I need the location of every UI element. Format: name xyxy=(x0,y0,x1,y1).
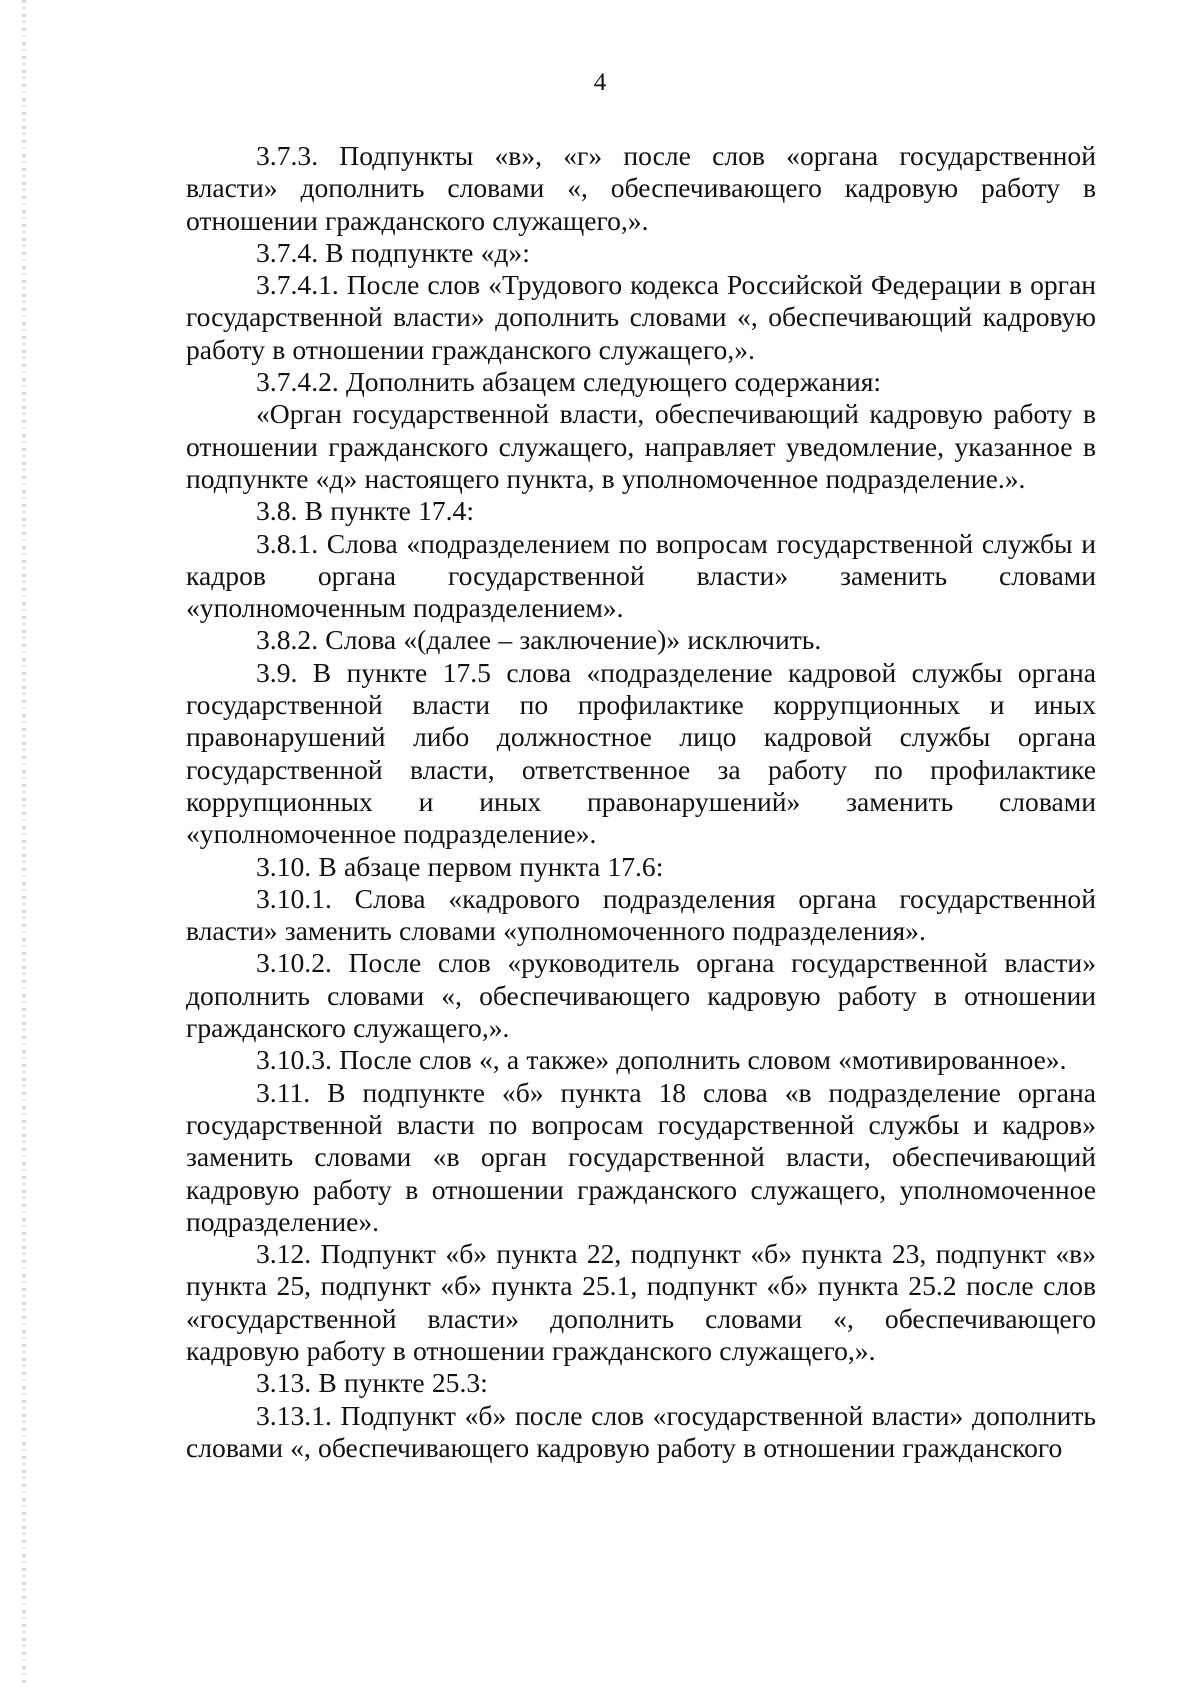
paragraph-3-7-4: 3.7.4. В подпункте «д»: xyxy=(256,236,530,268)
paragraph-3-12: 3.12. Подпункт «б» пункта 22, подпункт «б» пункта 23, подпункт «в» пункта 25, подпункт «б» пункта 25.1, подпункт «б» пункта 25.2 после слов «государственной власти» дополнить словами «, обеспечивающего кадровую работу в отношении гражданского служащего,». xyxy=(186,1238,1096,1366)
paragraph-3-11: 3.11. В подпункте «б» пункта 18 слова «в подразделение органа государственной власти по вопросам государственной службы и кадров» заменить словами «в орган государственной власти, обеспечивающий кадровую работу в отношении гражданского служащего, уполномоченное подразделение». xyxy=(186,1076,1096,1237)
scan-edge xyxy=(22,0,26,1686)
paragraph-3-13-1: 3.13.1. Подпункт «б» после слов «государственной власти» дополнить словами «, обеспечивающего кадровую работу в отношении гражданского xyxy=(186,1399,1096,1463)
paragraph-3-13: 3.13. В пункте 25.3: xyxy=(256,1367,488,1399)
paragraph-3-7-3: 3.7.3. Подпункты «в», «г» после слов «органа государственной власти» дополнить словами «, обеспечивающего кадровую работу в отношении гражданского служащего,». xyxy=(186,140,1096,236)
paragraph-3-10-2: 3.10.2. После слов «руководитель органа государственной власти» дополнить словами «, обеспечивающего кадровую работу в отношении гражданского служащего,». xyxy=(186,947,1096,1044)
page-number: 4 xyxy=(593,69,607,96)
paragraph-3-10-1: 3.10.1. Слова «кадрового подразделения органа государственной власти» заменить словами «уполномоченного подразделения». xyxy=(186,882,1096,947)
document-body xyxy=(186,140,1096,1464)
paragraph-3-10: 3.10. В абзаце первом пункта 17.6: xyxy=(256,850,664,882)
paragraph-3-9: 3.9. В пункте 17.5 слова «подразделение кадровой службы органа государственной власти по профилактике коррупционных и иных правонарушений либо должностное лицо кадровой службы органа государственной власти, ответственное за работу по профилактике коррупционных и иных правонарушений» заменить словами «уполномоченное подразделение». xyxy=(186,656,1096,850)
paragraph-3-7-4-1: 3.7.4.1. После слов «Трудового кодекса Российской Федерации в орган государственной власти» дополнить словами «, обеспечивающий кадровую работу в отношении гражданского служащего,». xyxy=(186,269,1096,365)
paragraph-3-8-2: 3.8.2. Слова «(далее – заключение)» исключить. xyxy=(256,624,822,656)
paragraph-3-7-4-2: 3.7.4.2. Дополнить абзацем следующего содержания: xyxy=(256,366,882,398)
paragraph-3-8: 3.8. В пункте 17.4: xyxy=(256,495,475,527)
paragraph-quoted-addition: «Орган государственной власти, обеспечивающий кадровую работу в отношении гражданского служащего, направляет уведомление, указанное в подпункте «д» настоящего пункта, в уполномоченное подразделение.». xyxy=(186,398,1096,494)
paragraph-3-10-3: 3.10.3. После слов «, а также» дополнить словом «мотивированное». xyxy=(256,1044,1067,1076)
paragraph-3-8-1: 3.8.1. Слова «подразделением по вопросам государственной службы и кадров органа государственной власти» заменить словами «уполномоченным подразделением». xyxy=(186,527,1096,624)
